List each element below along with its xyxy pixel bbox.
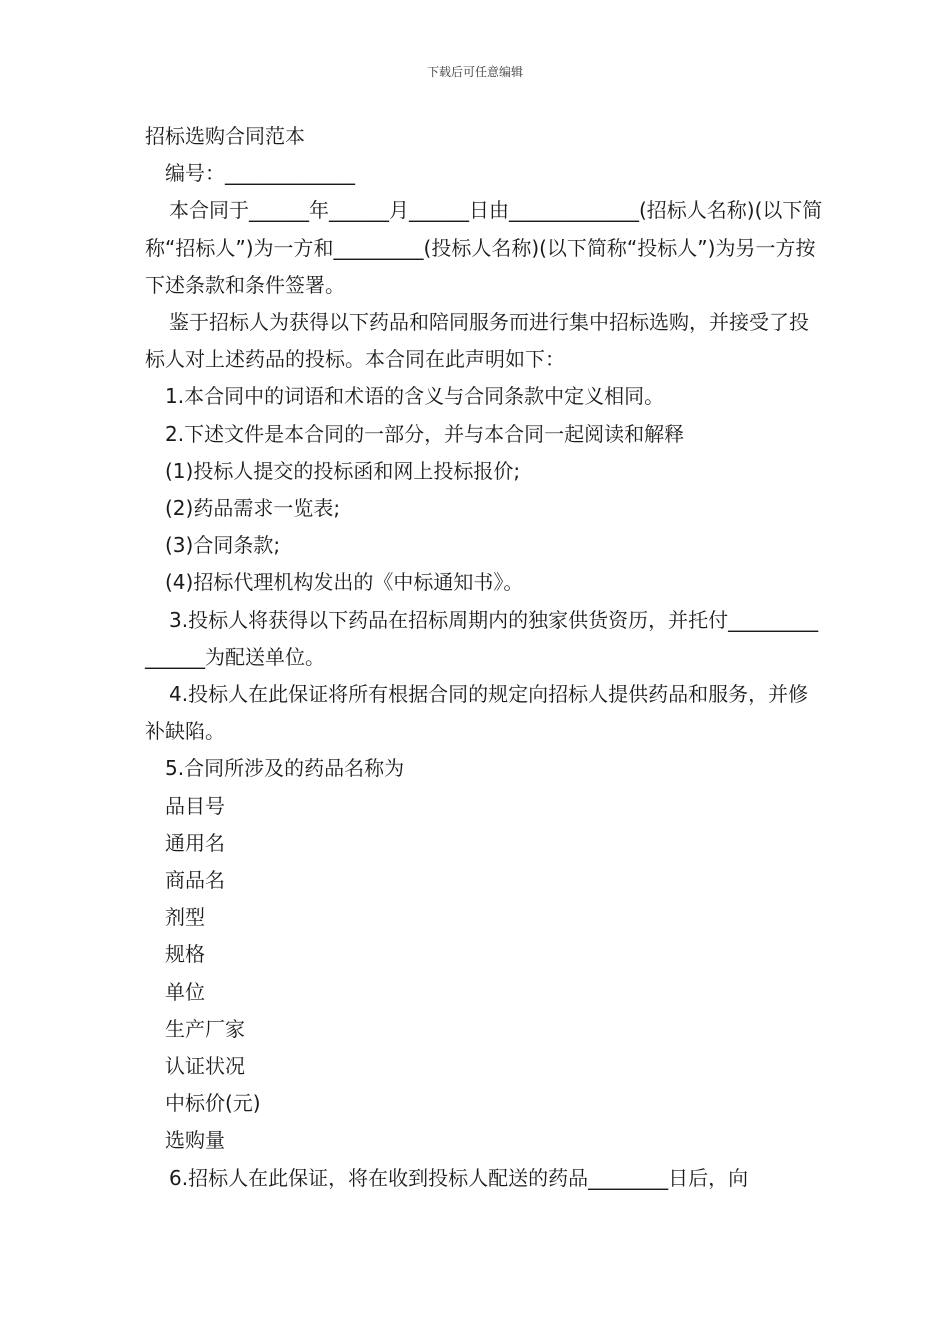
intro-paragraph-2: 鉴于招标人为获得以下药品和陪同服务而进行集中招标选购，并接受了投标人对上述药品的投标。本合同在此声明如下：	[145, 310, 809, 372]
clause-1: 1.本合同中的词语和术语的含义与合同条款中定义相同。	[165, 384, 665, 409]
clause-6: 6.招标人在此保证，将在收到投标人配送的药品________日后，向	[169, 1165, 749, 1190]
contract-number-line: 编号：_____________	[165, 161, 355, 186]
clause-2-item-2: (2)药品需求一览表;	[165, 496, 341, 521]
clause-2-item-3: (3)合同条款;	[165, 533, 281, 558]
drug-field: 通用名	[165, 830, 225, 855]
drug-field: 中标价(元)	[165, 1091, 261, 1116]
drug-field: 认证状况	[165, 1054, 245, 1079]
drug-field: 生产厂家	[165, 1016, 245, 1041]
clause-3: 3.投标人将获得以下药品在招标周期内的独家供货资历，并托付_______________为配送单位。	[145, 607, 819, 669]
drug-field: 商品名	[165, 868, 225, 893]
clause-5: 5.合同所涉及的药品名称为	[165, 756, 405, 781]
clause-4: 4.投标人在此保证将所有根据合同的规定向招标人提供药品和服务，并修补缺陷。	[145, 682, 809, 744]
intro-paragraph-1: 本合同于______年______月______日由_____________(招标人名称)(以下简称“招标人”)为一方和_________(投标人名称)(以下简称“投标人”)为另一方按下述条款和条件签署。	[145, 198, 823, 297]
page-header: 下载后可任意编辑	[426, 65, 523, 79]
drug-field: 单位	[165, 979, 205, 1004]
clause-2: 2.下述文件是本合同的一部分，并与本合同一起阅读和解释	[165, 421, 685, 446]
clause-2-item-1: (1)投标人提交的投标函和网上投标报价;	[165, 458, 521, 483]
drug-field: 品目号	[165, 793, 225, 818]
drug-field: 规格	[165, 942, 205, 967]
drug-field: 剂型	[165, 905, 205, 930]
document-body	[145, 118, 825, 1197]
drug-field: 选购量	[165, 1128, 225, 1153]
document-title: 招标选购合同范本	[145, 124, 305, 148]
clause-2-item-4: (4)招标代理机构发出的《中标通知书》。	[165, 570, 524, 595]
